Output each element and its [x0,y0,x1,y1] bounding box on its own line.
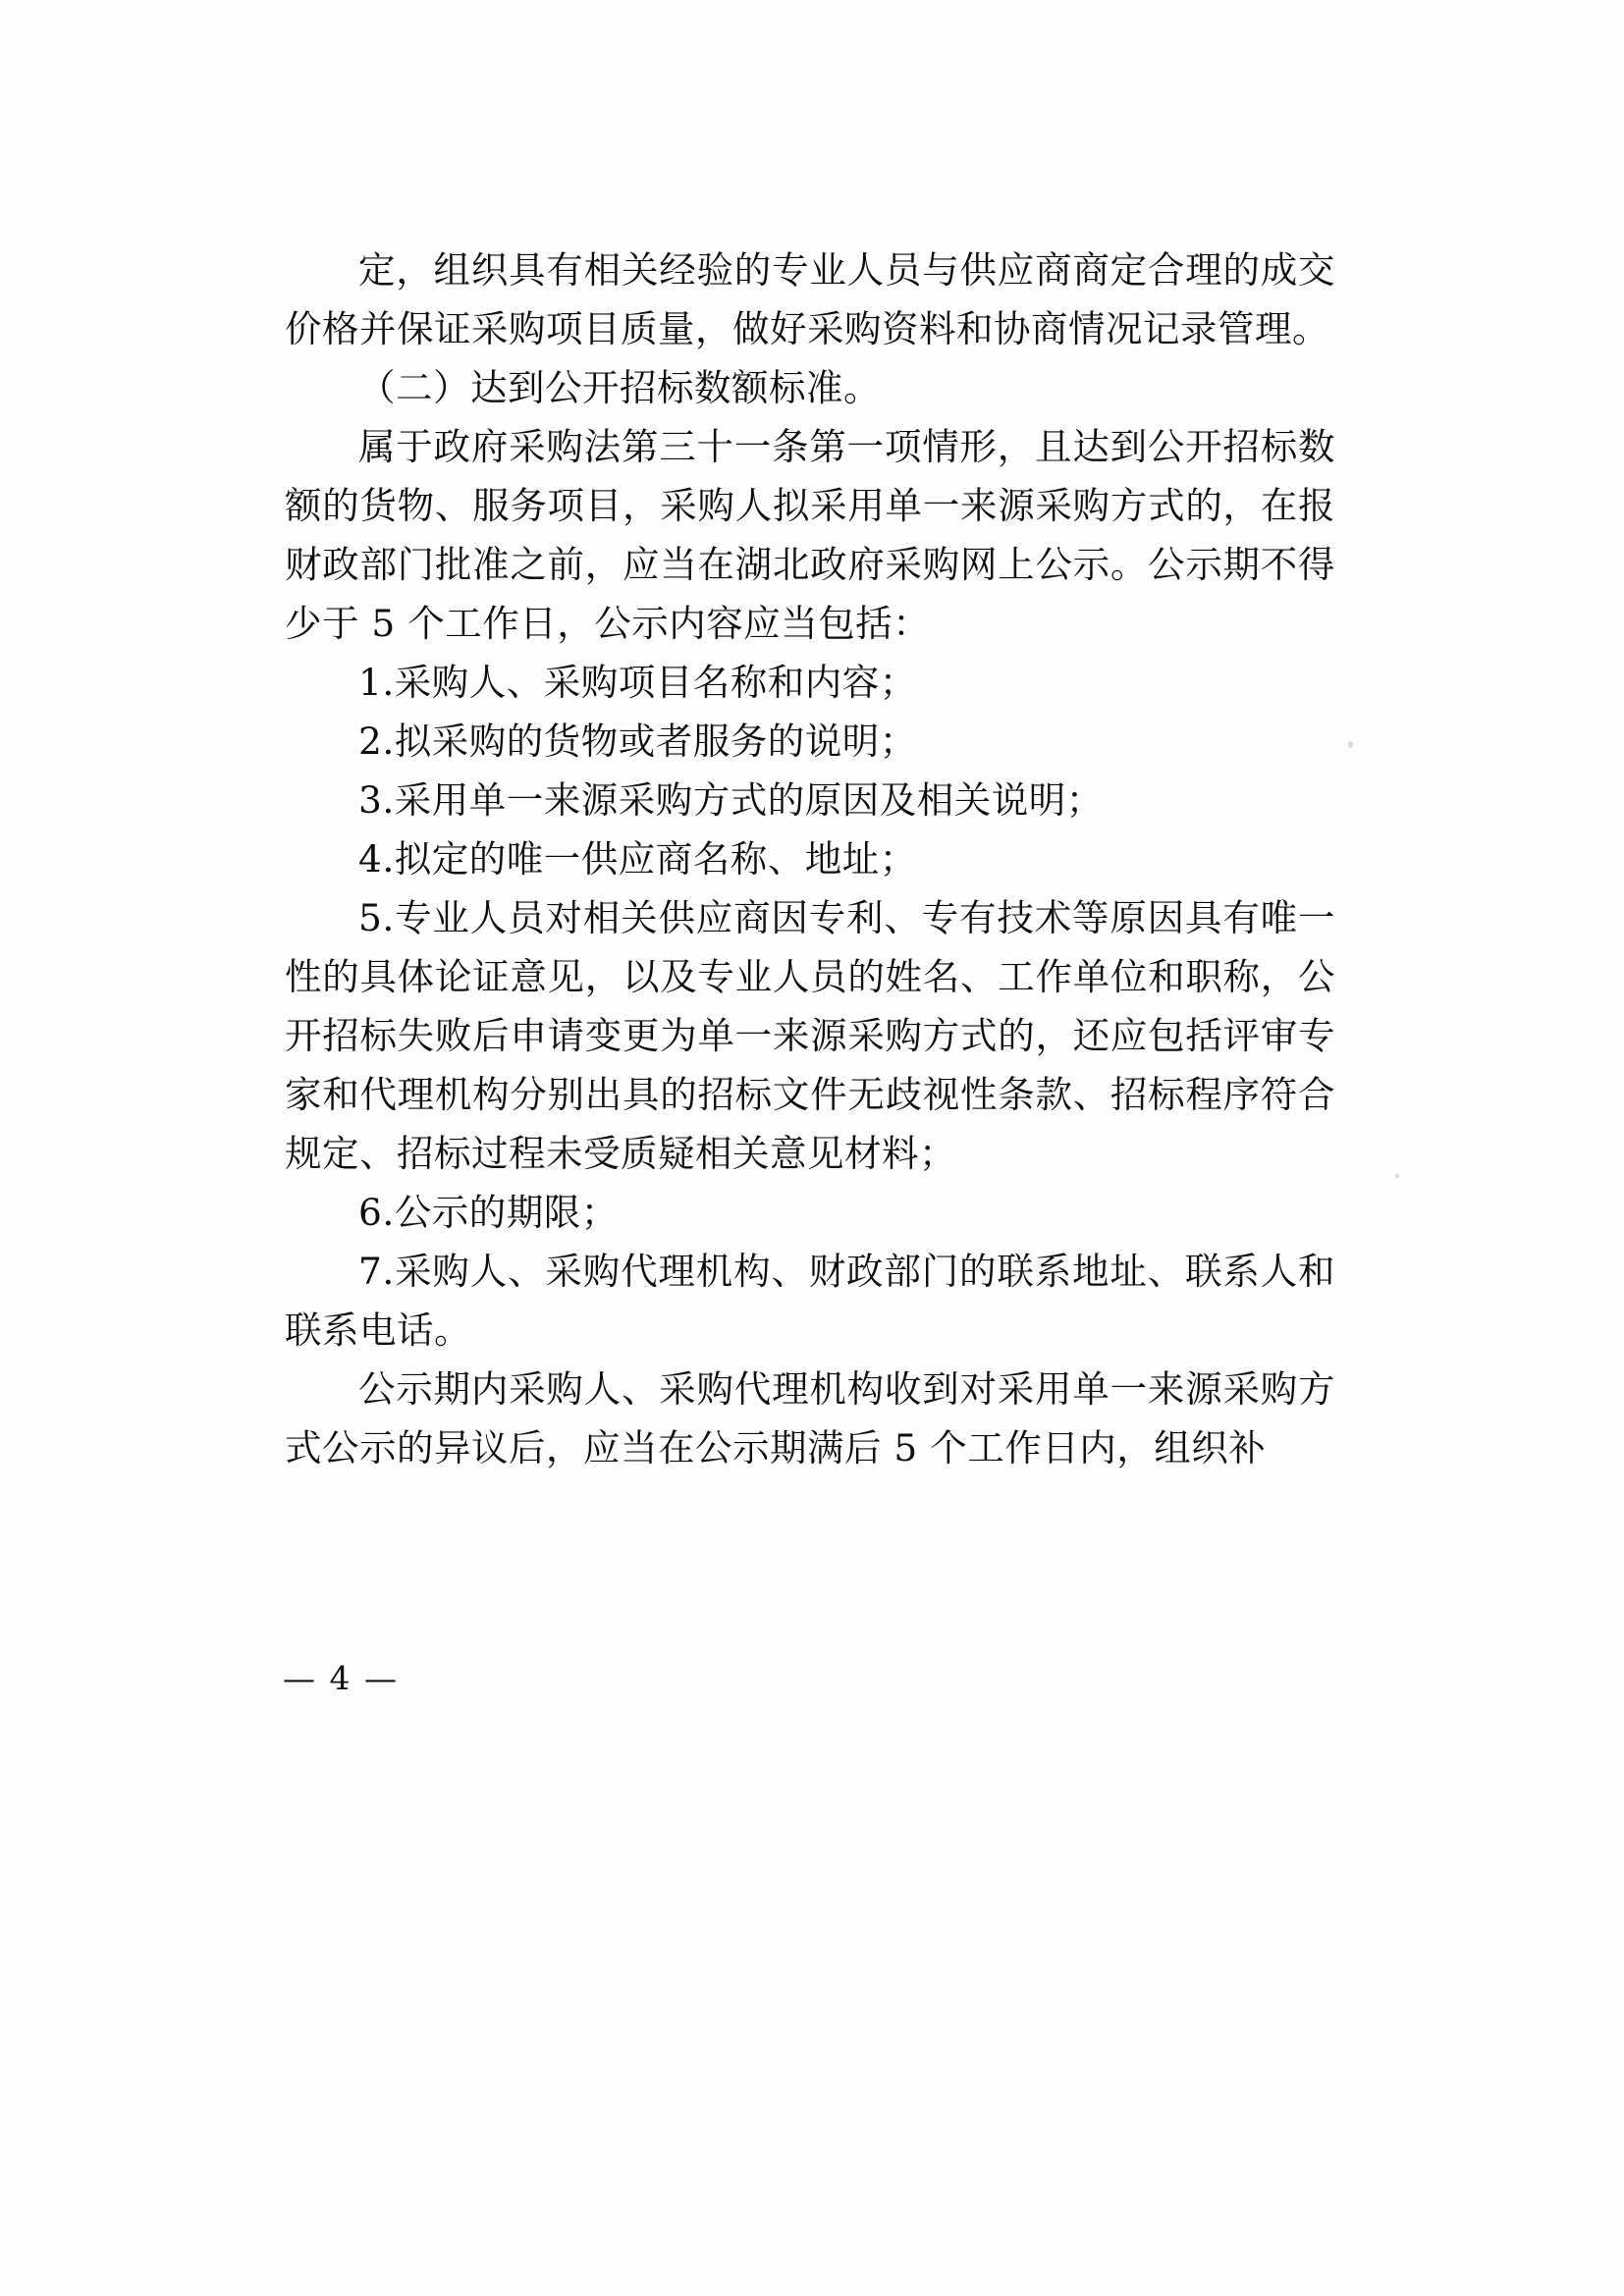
list-item-6: 6.公示的期限； [358,1191,619,1234]
list-item-5: 5.专业人员对相关供应商因专利、专有技术等原因具有唯一性的具体论证意见，以及专业人员的姓名、工作单位和职称，公开招标失败后申请变更为单一来源采购方式的，还应包括评审专家和代理机构分别出具的招标文件无歧视性条款、招标程序符合规定、招标过程未受质疑相关意见材料； [285,896,1335,1175]
list-item-2: 2.拟采购的货物或者服务的说明； [358,720,917,763]
page-number: — 4 — [283,1659,399,1697]
list-item-3: 3.采用单一来源采购方式的原因及相关说明； [358,778,1104,822]
paragraph-section-heading: （二）达到公开招标数额标准。 [358,366,881,409]
scan-speck [1395,1174,1399,1178]
scan-speck [1348,741,1353,748]
paragraph-body-last: 公示期内采购人、采购代理机构收到对采用单一来源采购方式公示的异议后，应当在公示期满后 5 个工作日内，组织补 [285,1367,1335,1469]
list-item-7: 7.采购人、采购代理机构、财政部门的联系地址、联系人和联系电话。 [285,1250,1335,1352]
page-body [285,240,1335,1477]
paragraph-body: 属于政府采购法第三十一条第一项情形，且达到公开招标数额的货物、服务项目，采购人拟采用单一来源采购方式的，在报财政部门批准之前，应当在湖北政府采购网上公示。公示期不得少于 5 个工作日，公示内容应当包括： [285,425,1335,645]
list-item-4: 4.拟定的唯一供应商名称、地址； [358,837,917,881]
list-item-1: 1.采购人、采购项目名称和内容； [358,661,917,704]
paragraph-body-continuation: 定，组织具有相关经验的专业人员与供应商商定合理的成交价格并保证采购项目质量，做好采购资料和协商情况记录管理。 [285,248,1335,350]
